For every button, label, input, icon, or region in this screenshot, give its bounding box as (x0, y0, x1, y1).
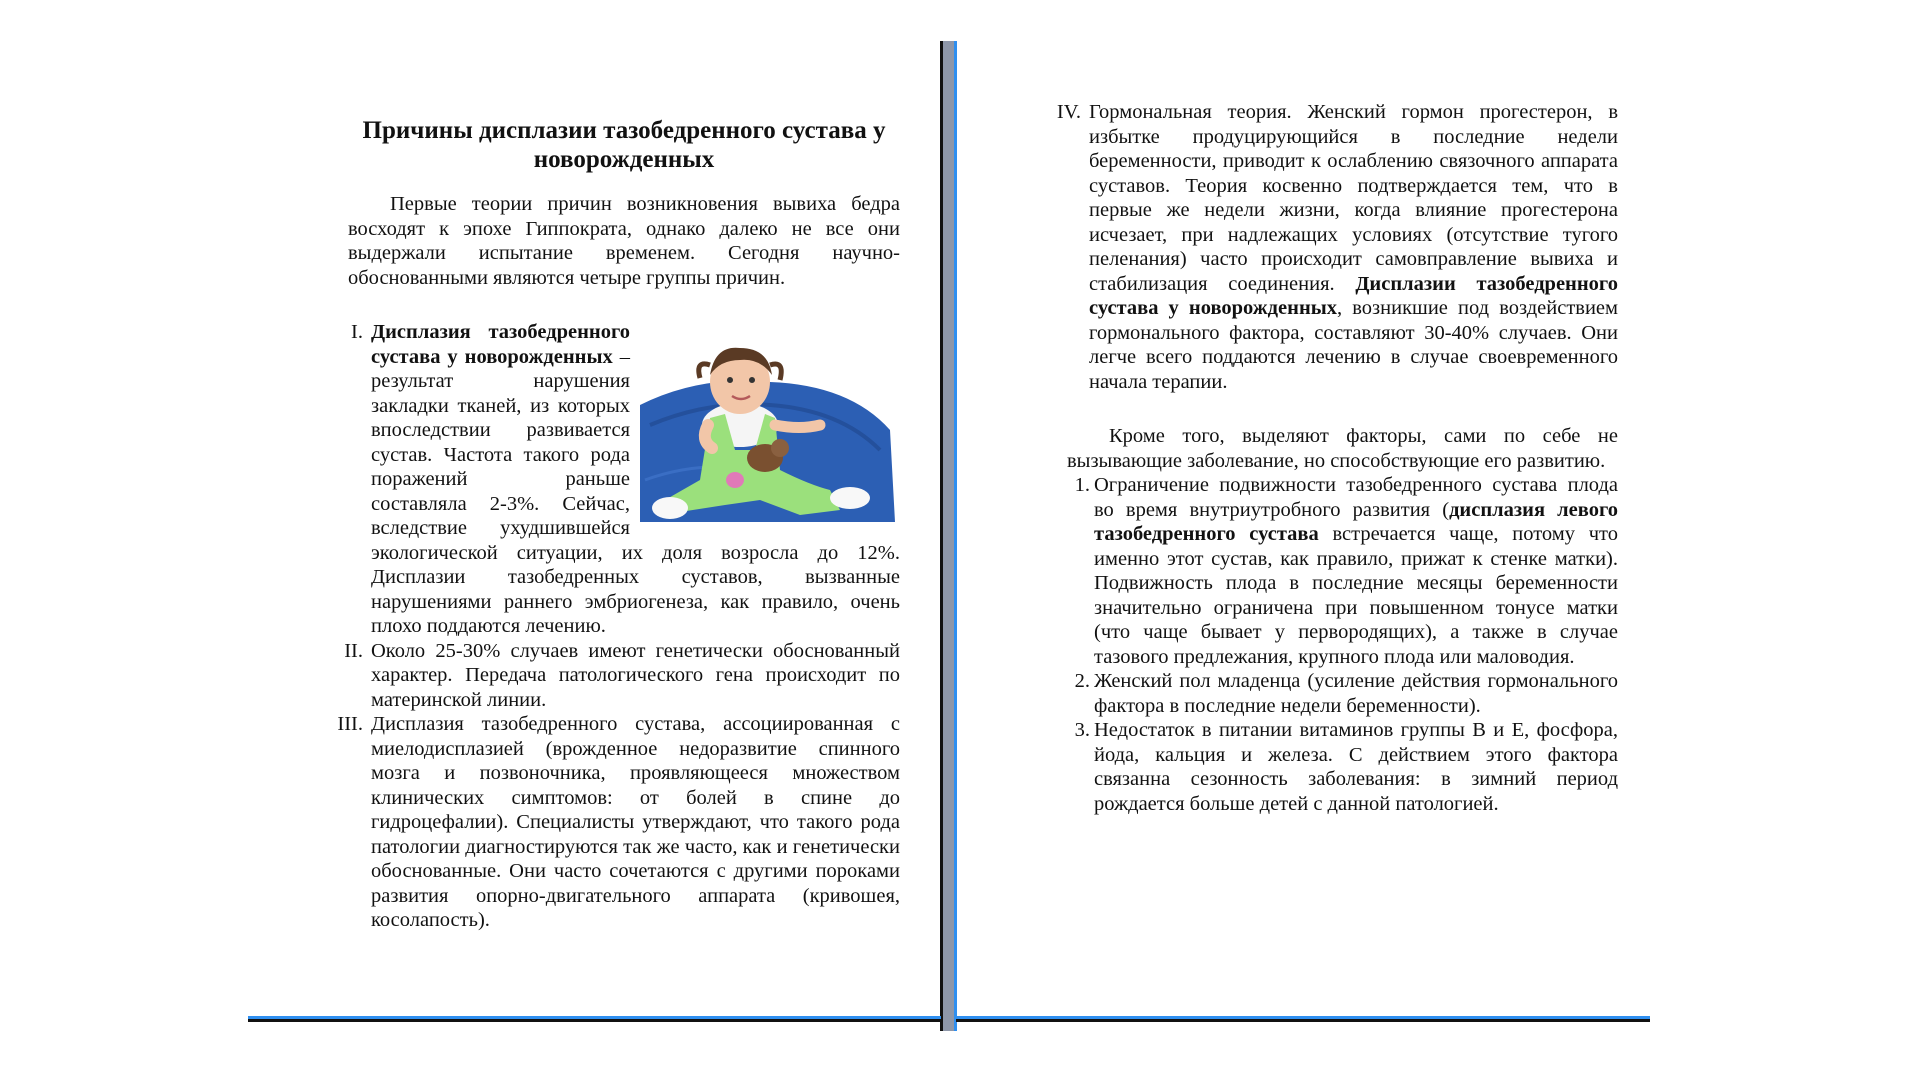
factor-item-2 (1074, 669, 1618, 718)
factor-item-1 (1074, 473, 1618, 669)
cause-bold-phrase: Дисплазии тазобедренного сустава у новорожденных (1089, 272, 1618, 319)
factor-text-before: Ограничение подвижности тазобедренного сустава плода во время внутриутробного развития ( (1094, 474, 1618, 521)
factor-text-after: встречается чаще, потому что именно этот сустав, как правило, прижат к стенке матки). Подвижность плода в последние месяцы беременности значительно ограничена при повышенном тонусе матки (что чаще бывает у первородящих), а также в случае тазового предлежания, крупного плода или маловодия. (1094, 523, 1618, 668)
cause-number: II. (344, 639, 363, 662)
factor-number: 3. (1074, 719, 1090, 741)
factor-text: Недостаток в питании витаминов группы В и Е, фосфора, йода, кальция и железа. С действием этого фактора связанна сезонность заболевания: в зимний период рождается больше детей с данной патологией. (1094, 719, 1618, 815)
causes-list (337, 320, 900, 933)
page-title: Причины дисплазии тазобедренного сустава у новорожденных (362, 117, 886, 173)
cause-item-2 (344, 639, 900, 713)
baby-photo-illustration (640, 330, 900, 522)
cause-number: III. (337, 713, 363, 735)
left-page-bottom-rule (248, 1016, 941, 1022)
factor-bold-phrase: дисплазия левого тазобедренного сустава (1094, 498, 1618, 545)
factors-list (1074, 473, 1618, 816)
cause-number: I. (351, 321, 363, 343)
cause-text: Дисплазия тазобедренного сустава, ассоциированная с миелодисплазией (врожденное недоразвитие спинного мозга и позвоночника, проявляющееся множеством клинических симптомов: от болей в спине до гидроцефалии). Специалисты утверждают, что такого рода патологии диагностируются так же часто, как и генетически обоснованные. Они часто сочетаются с другими пороками развития опорно-двигательного аппарата (кривошея, косолапость). (371, 713, 900, 931)
right-page-column (1035, 100, 1618, 816)
factors-intro-paragraph: Кроме того, выделяют факторы, сами по себе не вызывающие заболевание, но способствующие его развитию. (1067, 425, 1618, 472)
cause-bold-heading: Дисплазия тазобедренного сустава у новорожденных (371, 321, 630, 368)
right-page-bottom-rule (956, 1016, 1650, 1022)
page-spine-divider (940, 41, 956, 1031)
cause-number: IV. (1056, 101, 1081, 123)
cause-item-1 (351, 320, 900, 639)
causes-list-continued (1056, 100, 1618, 394)
cause-text: – результат нарушения закладки тканей, из которых впоследствии развивается сустав. Частота такого рода поражений раньше составляла 2-3%. Сейчас, вследствие ухудшившейся экологической ситуации, их доля возросла до 12%. Дисплазии тазобедренных суставов, вызванные нарушениями раннего эмбриогенеза, как правило, очень плохо поддаются лечению. (371, 345, 900, 637)
intro-paragraph: Первые теории причин возникновения вывиха бедра восходят к эпохе Гиппократа, однако далеко не все они выдержали испытание временем. Сегодня научно-обоснованными являются четыре группы причин. (348, 193, 900, 289)
factor-item-3 (1074, 718, 1618, 816)
cause-item-4 (1056, 100, 1618, 394)
factor-text: Женский пол младенца (усиление действия гормонального фактора в последние недели беременности). (1094, 670, 1618, 717)
spine-fill (943, 41, 954, 1031)
factor-number: 1. (1074, 474, 1090, 496)
cause-text-before: Гормональная теория. Женский гормон прогестерон, в избытке продуцирующийся в последние недели беременности, приводит к ослаблению связочного аппарата суставов. Теория косвенно подтверждается тем, что в первые же недели жизни, когда влияние прогестерона исчезает, при надлежащих условиях (отсутствие тугого пеленания) часто происходит самовправление вывиха и стабилизация соединения. (1089, 101, 1618, 295)
cause-text-after: , возникшие под воздействием гормонального фактора, составляют 30-40% случаев. Они легче всего поддаются лечению в случае своевременного начала терапии. (1089, 297, 1618, 393)
cause-item-3 (337, 712, 900, 933)
spine-edge (954, 41, 957, 1031)
left-page-column (337, 116, 900, 933)
baby-hip-brace-photo (640, 330, 900, 522)
factor-number: 2. (1074, 670, 1090, 692)
cause-text: Около 25-30% случаев имеют генетически обоснованный характер. Передача патологического гена происходит по материнской линии. (371, 639, 900, 711)
